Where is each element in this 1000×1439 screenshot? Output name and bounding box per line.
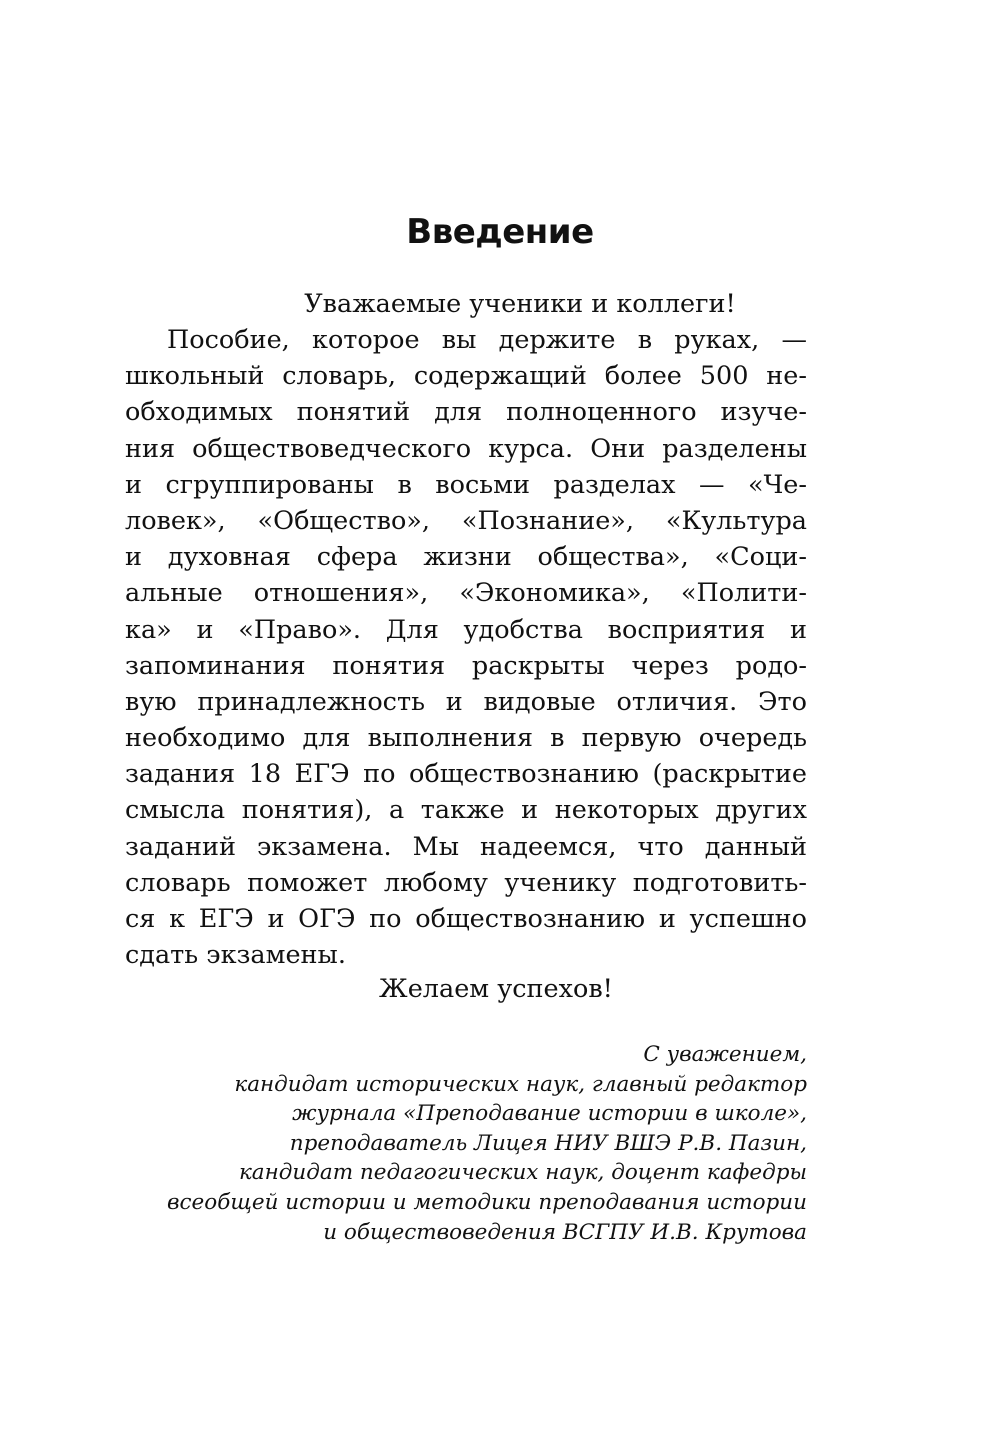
signature-line: всеобщей истории и методики преподавания истории	[167, 1189, 807, 1215]
signature-line: преподаватель Лицея НИУ ВШЭ Р.В. Пазин,	[289, 1130, 807, 1156]
signature-line: кандидат исторических наук, главный редактор	[234, 1071, 807, 1097]
paragraph-line: словарь поможет любому ученику подготовить-	[125, 867, 807, 898]
paragraph-line: вую принадлежность и видовые отличия. Это	[125, 686, 807, 717]
paragraph-line: альные отношения», «Экономика», «Полити-	[125, 578, 807, 609]
paragraph-line: ловек», «Общество», «Познание», «Культура	[125, 505, 807, 536]
paragraph-line: заданий экзамена. Мы надеемся, что данный	[125, 831, 807, 862]
signature-block	[107, 1040, 807, 1247]
signature-line: С уважением,	[643, 1042, 807, 1067]
paragraph-line: и духовная сфера жизни общества», «Соци-	[125, 542, 807, 573]
paragraph-line: запоминания понятия раскрыты через родо-	[125, 650, 807, 681]
paragraph-line: и сгруппированы в восьми разделах — «Че-	[125, 469, 807, 500]
paragraph-line: ся к ЕГЭ и ОГЭ по обществознанию и успешно	[125, 904, 807, 934]
paragraph-line: ка» и «Право». Для удобства восприятия и	[125, 614, 807, 645]
signature-line: кандидат педагогических наук, доцент кафедры	[238, 1160, 807, 1186]
paragraph-line: ния обществоведческого курса. Они разделены	[125, 433, 807, 464]
closing-wish: Желаем успехов!	[379, 974, 613, 1004]
signature-line: журнала «Преподавание истории в школе»,	[292, 1101, 807, 1127]
paragraph-line: школьный словарь, содержащий более 500 не-	[125, 361, 807, 392]
paragraph-line: Пособие, которое вы держите в руках, —	[167, 325, 807, 355]
paragraph-line: смысла понятия), а также и некоторых других	[125, 795, 807, 826]
intro-paragraph	[125, 322, 807, 973]
paragraph-line: сдать экзамены.	[125, 940, 346, 971]
paragraph-line: задания 18 ЕГЭ по обществознанию (раскрытие	[125, 759, 807, 790]
paragraph-line: необходимо для выполнения в первую очередь	[125, 723, 807, 754]
page-title: Введение	[406, 212, 594, 252]
greeting: Уважаемые ученики и коллеги!	[304, 289, 736, 319]
paragraph-line: обходимых понятий для полноценного изуче-	[125, 397, 807, 428]
signature-line: и обществоведения ВСГПУ И.В. Крутова	[323, 1219, 807, 1245]
